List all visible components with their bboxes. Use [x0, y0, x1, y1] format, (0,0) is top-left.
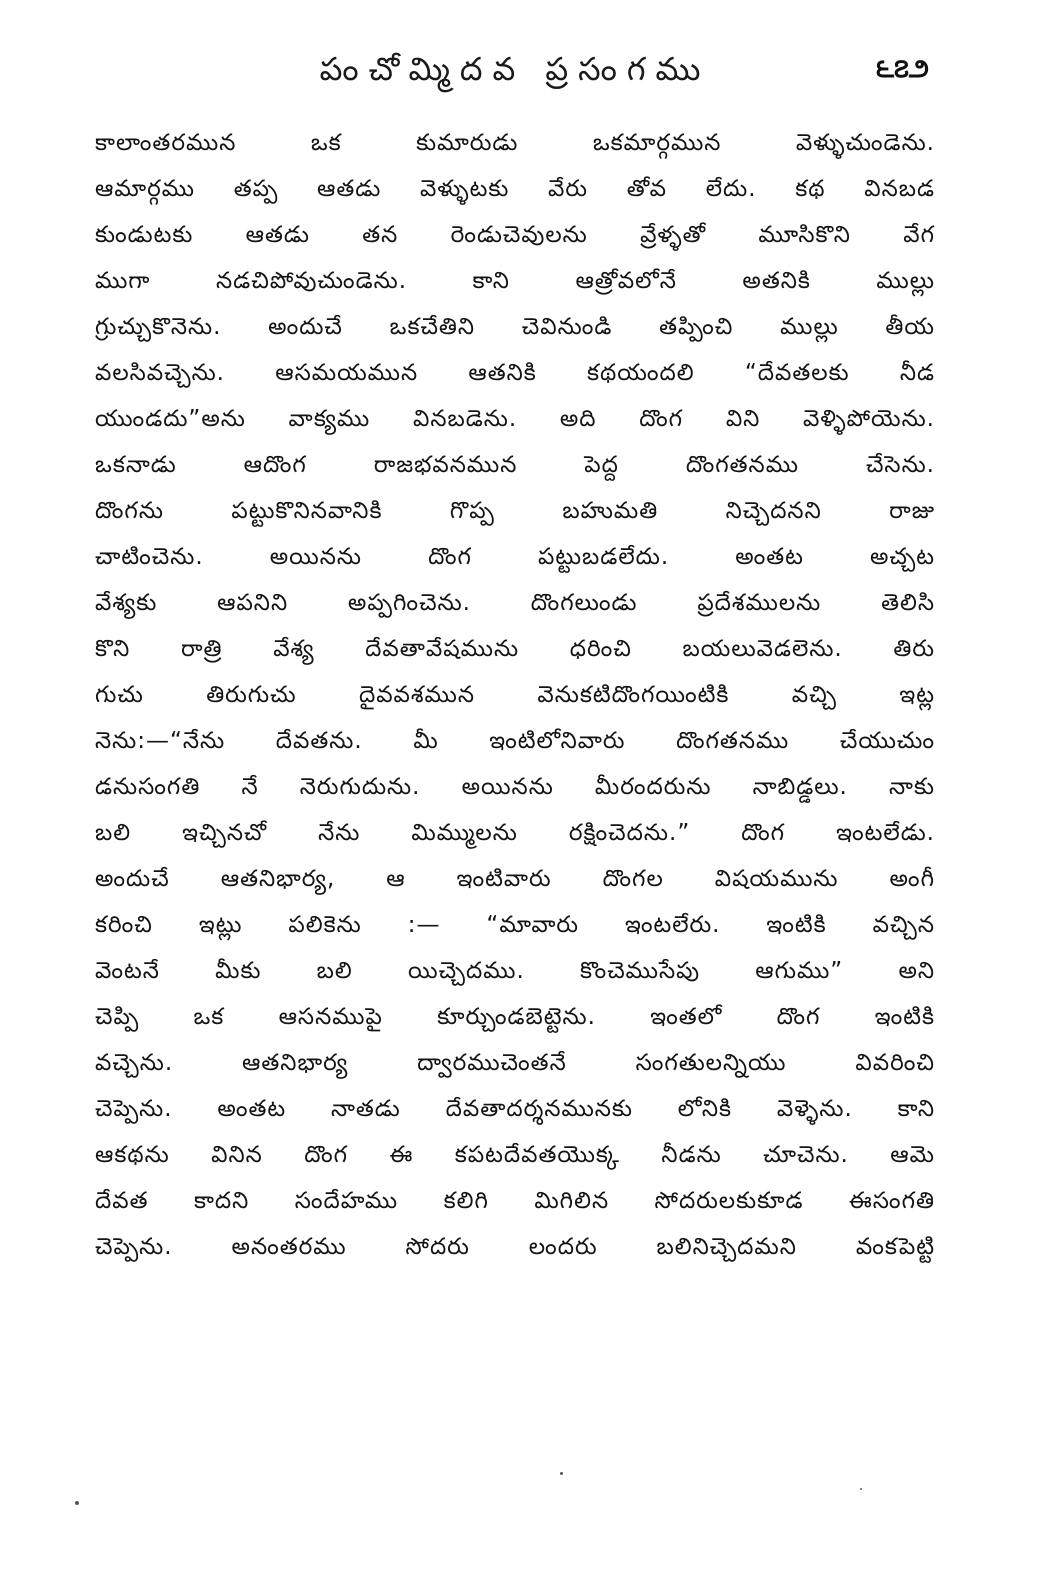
text-line: చెప్పెను. అనంతరము సోదరు లందరు బలినిచ్చెదమని వంకపెట్టి — [95, 1234, 935, 1260]
scan-speck — [860, 1488, 862, 1490]
page-header — [95, 46, 935, 98]
text-line: ముగా నడచిపోవుచుండెను. కాని ఆత్రోవలోనే అతనికి ముల్లు — [95, 268, 935, 294]
text-line: కాలాంతరమున ఒక కుమారుడు ఒకమార్గమున వెళ్ళుచుండెను. — [95, 130, 935, 156]
text-line: నెను:—“నేను దేవతను. మీ ఇంటిలోనివారు దొంగతనము చేయుచుం — [95, 728, 935, 754]
text-line: కొని రాత్రి వేశ్య దేవతావేషమును ధరించి బయలువెడలెను. తిరు — [95, 636, 935, 662]
text-line: ఒకనాడు ఆదొంగ రాజభవనమున పెద్ద దొంగతనము చేసెను. — [95, 452, 935, 478]
text-line: డనుసంగతి నే నెరుగుదును. అయినను మీరందరును నాబిడ్డలు. నాకు — [95, 774, 935, 800]
text-line: చాటించెను. అయినను దొంగ పట్టుబడలేదు. అంతట అచ్చట — [95, 544, 935, 570]
text-line: ఆమార్గము తప్ప ఆతడు వెళ్ళుటకు వేరు తోవ లేదు. కథ వినబడ — [95, 176, 935, 202]
text-line: వలసివచ్చెను. ఆసమయమున ఆతనికి కథయందలి “దేవతలకు నీడ — [95, 360, 935, 386]
scan-speck — [75, 1501, 79, 1505]
text-line: కరించి ఇట్లు పలికెను :— “మావారు ఇంటలేరు. ఇంటికి వచ్చిన — [95, 912, 935, 938]
page-number: ౬౭౨ — [875, 54, 929, 84]
text-line: యుండదు”అను వాక్యము వినబడెను. అది దొంగ విని వెళ్ళిపోయెను. — [95, 406, 935, 432]
text-line: వెంటనే మీకు బలి యిచ్చెదము. కొంచెముసేపు ఆగుము” అని — [95, 958, 935, 984]
running-title: పంచోమ్మిదవ ప్రసంగము — [319, 50, 711, 88]
text-line: గ్రుచ్చుకొనెను. అందుచే ఒకచేతిని చెవినుండి తప్పించి ముల్లు తీయ — [95, 314, 935, 340]
text-line: దేవత కాదని సందేహము కలిగి మిగిలిన సోదరులకుకూడ ఈసంగతి — [95, 1188, 935, 1214]
body-text — [95, 120, 935, 1270]
scan-speck — [560, 1472, 563, 1475]
text-line: చెప్పి ఒక ఆసనముపై కూర్చుండబెట్టెను. ఇంతలో దొంగ ఇంటికి — [95, 1004, 935, 1030]
text-line: గుచు తిరుగుచు దైవవశమున వెనుకటిదొంగయింటికి వచ్చి ఇట్ల — [95, 682, 935, 708]
text-line: అందుచే ఆతనిభార్య, ఆ ఇంటివారు దొంగల విషయమును అంగీ — [95, 866, 935, 892]
text-line: వచ్చెను. ఆతనిభార్య ద్వారముచెంతనే సంగతులన్నియు వివరించి — [95, 1050, 935, 1076]
text-line: వేశ్యకు ఆపనిని అప్పగించెను. దొంగలుండు ప్రదేశములను తెలిసి — [95, 590, 935, 616]
text-line: కుండుటకు ఆతడు తన రెండుచెవులను వ్రేళ్ళతో మూసికొని వేగ — [95, 222, 935, 248]
text-line: ఆకథను వినిన దొంగ ఈ కపటదేవతయొక్క నీడను చూచెను. ఆమె — [95, 1142, 935, 1168]
text-line: చెప్పెను. అంతట నాతడు దేవతాదర్శనమునకు లోనికి వెళ్ళెను. కాని — [95, 1096, 935, 1122]
text-line: బలి ఇచ్చినచో నేను మిమ్ములను రక్షించెదను.” దొంగ ఇంటలేడు. — [95, 820, 935, 846]
text-line: దొంగను పట్టుకొనినవానికి గొప్ప బహుమతి నిచ్చెదనని రాజు — [95, 498, 935, 524]
